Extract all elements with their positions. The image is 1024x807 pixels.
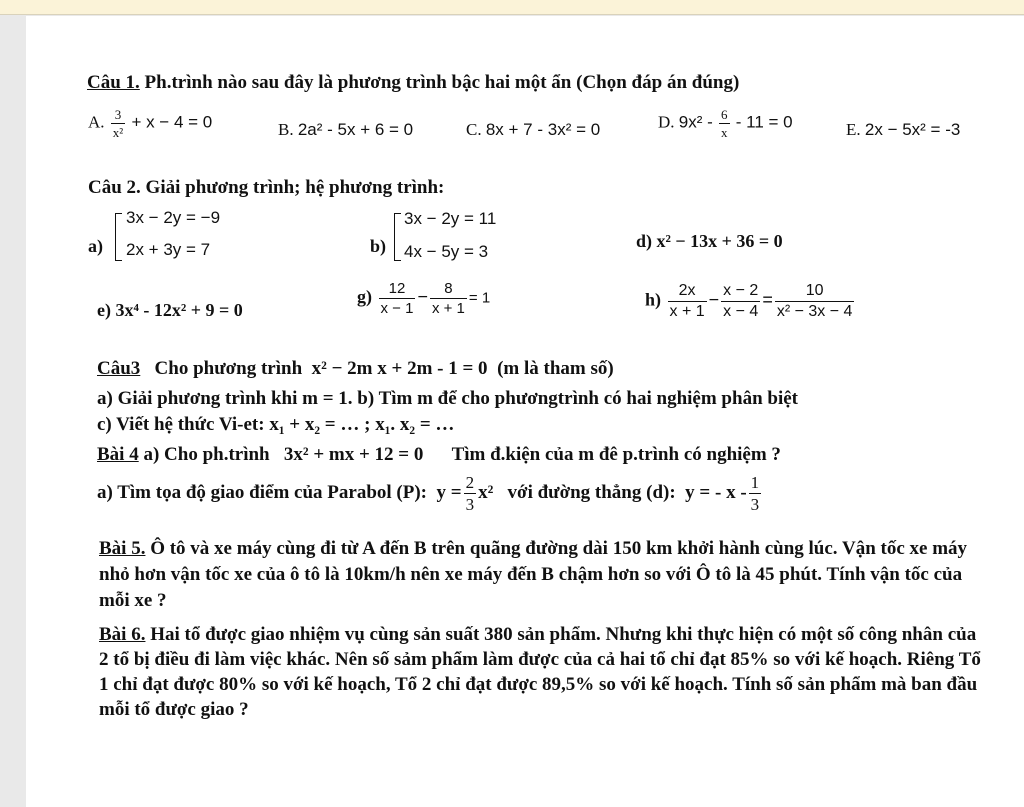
b4-line1 [97,444,781,466]
q3-text: Cho phương trình [154,358,303,379]
frac-numerator: 1 [750,473,760,492]
b4-equation: 3x² + mx + 12 = 0 [283,444,424,465]
fraction-2x-over-x+1 [668,283,707,320]
fraction-x-2-over-x-4 [721,283,760,320]
equals-sign: = [762,289,773,310]
frac-denominator: x + 1 [669,303,705,320]
b6-paragraph [99,622,989,722]
frac-numerator: 3 [114,107,122,122]
frac-denominator: 3 [465,495,475,514]
q2-b-label: b) [370,236,387,256]
frac-numerator: 2 [465,473,475,492]
option-e-label: E. [846,120,861,139]
frac-numerator: 10 [805,282,824,299]
q1-title [87,72,739,94]
q3-note: (m là tham số) [497,358,614,379]
line-lhs: y = - x - [685,481,747,503]
option-d-pre: 9x² - [678,112,713,132]
fraction-3-over-x2 [111,108,125,139]
frac-denominator: 3 [750,495,760,514]
q1-label: Câu 1. [87,72,140,93]
fraction-8-over-x+1 [430,281,467,316]
minus-sign: − [708,289,720,310]
q2-h [645,283,856,320]
parabol-rhs: x² [478,481,494,503]
option-b-label: B. [278,120,294,139]
fraction-1-over-3 [749,474,762,513]
q1-option-e [846,120,960,140]
q3-equation: x² − 2m x + 2m - 1 = 0 [311,358,488,379]
option-b-expr: 2a² - 5x + 6 = 0 [297,120,414,139]
q2-d-label: d) [636,231,653,251]
fraction-10-over-quadratic [775,283,855,320]
b4-line2-text: a) Tìm tọa độ giao điểm của Parabol (P): [97,481,428,503]
option-d-label: D. [658,112,675,132]
q2-e-label: e) [97,300,111,320]
q2-e [97,300,243,321]
b5-text: Ô tô và xe máy cùng đi từ A đến B trên quãng đường dài 150 km khởi hành cùng lúc. Vận tốc xe máy nhỏ hơn vận tốc xe của ô tô là 10km/h nên xe máy đến B chậm hơn so với Ô tô là 45 phút. Tính vận tốc của mỗi xe ? [99,538,968,611]
option-a-rest: + x − 4 = 0 [131,112,213,132]
frac-denominator: x − 4 [723,303,759,320]
b4-line2 [97,474,763,513]
frac-numerator: 8 [444,280,453,297]
frac-numerator: x − 2 [723,282,759,299]
b4-mid-text: với đường thẳng (d): [507,481,676,503]
fraction-6-over-x [719,108,730,139]
frac-denominator: x [721,125,728,140]
viewer-top-bar [0,0,1024,15]
q2-g [357,281,490,316]
q1-option-d [658,108,793,139]
q2-a-eq1: 3x − 2y = −9 [126,208,221,227]
b4-task: Tìm đ.kiện của m đê p.trình có nghiệm ? [451,444,781,465]
q1-option-a [88,108,212,139]
q3-line-c: c) Viết hệ thức Vi-et: x₁ + x₂ = … ; x₁. x₂ = … [97,414,455,435]
option-c-expr: 8x + 7 - 3x² = 0 [485,120,601,139]
b5-paragraph [99,536,989,614]
b5-label: Bài 5. [99,538,146,559]
system-a-brace [115,213,122,261]
b4-label: Bài 4 [97,444,139,465]
q3-title [97,358,614,380]
b6-text: Hai tổ được giao nhiệm vụ cùng sản suất 380 sản phẩm. Nhưng khi thực hiện có một số công nhân của 2 tổ bị điều đi làm việc khác. Nên số sảm phẩm làm được của cả hai tổ chỉ đạt 85% so với kế hoạch. Riêng Tổ 1 chỉ đạt được 80% so với kế hoạch, Tổ 2 chỉ đạt được 89,5% so với kế hoạch. Tính số sản phẩm mà ban đầu mỗi tổ được giao ? [99,624,981,720]
q3-line-a: a) Giải phương trình khi m = 1. b) Tìm m để cho phươngtrình có hai nghiệm phân biệt [97,388,798,409]
q2-a-eq2: 2x + 3y = 7 [126,240,211,259]
q2-b-eq2: 4x − 5y = 3 [404,242,489,261]
q2-d-expr: x² − 13x + 36 = 0 [656,231,783,251]
q3-label: Câu3 [97,358,141,379]
q2-d [636,231,783,252]
frac-numerator: 6 [721,107,728,122]
q2-e-expr: 3x⁴ - 12x² + 9 = 0 [115,300,243,320]
option-a-label: A. [88,112,105,132]
frac-denominator: x − 1 [380,300,414,317]
minus-sign: − [417,286,428,307]
q2-g-label: g) [357,286,372,307]
q1-option-c [466,120,600,140]
fraction-12-over-x-1 [379,281,416,316]
q2-title: Câu 2. Giải phương trình; hệ phương trình: [88,177,445,198]
q2-a-label: a) [88,236,103,256]
q1-text: Ph.trình nào sau đây là phương trình bậc hai một ẩn (Chọn đáp án đúng) [144,72,740,93]
option-e-expr: 2x − 5x² = -3 [864,120,961,139]
q2-b-eq1: 3x − 2y = 11 [404,209,497,228]
b6-label: Bài 6. [99,624,146,645]
frac-numerator: 2x [678,282,696,299]
option-d-post: - 11 = 0 [735,112,793,132]
q2-h-label: h) [645,289,662,310]
option-c-label: C. [466,120,482,139]
b4-text: a) Cho ph.trình [143,444,270,465]
q1-option-b [278,120,413,140]
frac-denominator: x + 1 [431,300,465,317]
q2-g-rhs: = 1 [468,289,491,307]
frac-denominator: x² [112,125,124,140]
fraction-2-over-3 [464,474,477,513]
parabol-lhs: y = [436,481,462,503]
frac-numerator: 12 [388,280,406,297]
frac-denominator: x² − 3x − 4 [776,303,853,320]
system-b-brace [394,213,401,261]
